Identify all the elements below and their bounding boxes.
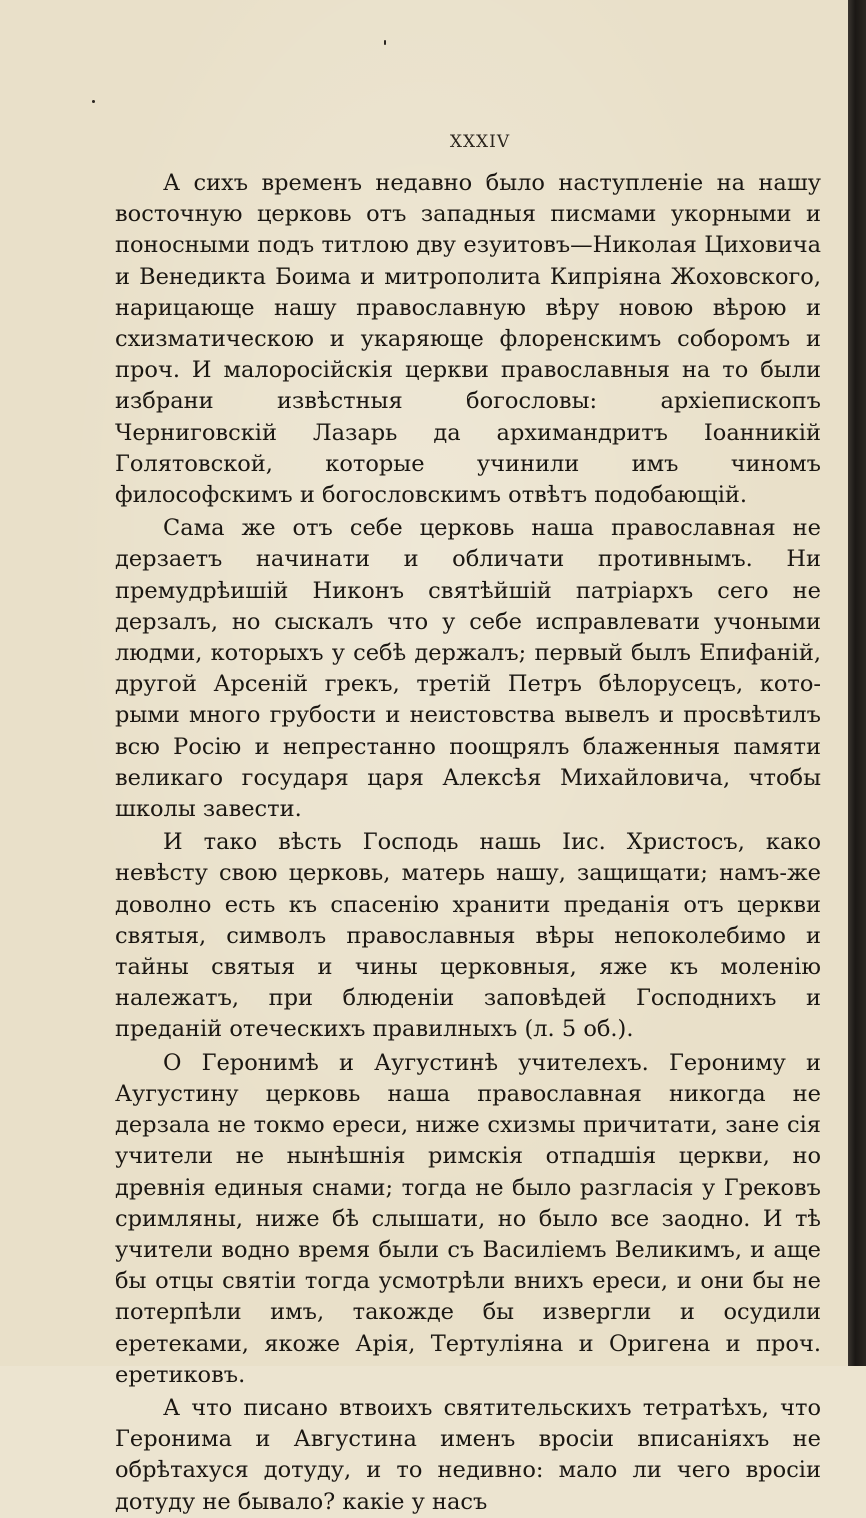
binding-edge bbox=[848, 0, 866, 1366]
paragraph-4: О Геронимѣ и Аугустинѣ учителехъ. Герониму и Аугустину церковь наша православная никогда не дерзала не токмо ереси, ниже схизмы причитати, зане сія учители не нынѣшнія римскія отпадшія церкви, но древнія единыя снами; тогда не было разгласія у Грековъ сримляны, ниже бѣ слышати, но было все заодно. И тѣ учители водно время были съ Василіемъ Великимъ, и аще бы отцы святіи тогда усмотрѣли внихъ ереси, и они бы не потерпѣли имъ, такожде бы извергли и осудили еретеками, якоже Арія, Тертуліяна и Оригена и проч. еретиковъ. bbox=[115, 1049, 821, 1388]
paragraph-1: А сихъ временъ недавно было наступленіе на нашу восточную церковь отъ западныя писмами укорными и поносными подъ титлою дву езуитовъ—Николая Циховича и Венедикта Боима и митрополита Кипріяна Жоховского, нарицающе нашу православную вѣру новою вѣрою и схизматическою и укаряюще флоренскимъ соборомъ и проч. И малоросійскія церкви православныя на то были избрани извѣстныя богословы: архіепископъ Черниговскій Лазарь да архимандритъ Іоанникій Голятовской, которые учинили имъ чиномъ философскимъ и богословскимъ отвѣтъ подобающій. bbox=[115, 170, 821, 509]
page-number: XXXIV bbox=[449, 132, 511, 152]
paragraph-5: А что писано втвоихъ святительскихъ тетратѣхъ, что Геронима и Августина именъ вросіи вписаніяхъ не обрѣтахуся дотуду, и то недивно: мало ли чего вросіи дотуду не бывало? какіе у насъ bbox=[115, 1394, 821, 1515]
paper-speck bbox=[384, 40, 386, 45]
paper-speck bbox=[92, 100, 95, 103]
text-body bbox=[115, 168, 821, 1518]
paragraph-2: Сама же отъ себе церковь наша православная не дерзаетъ начинати и обличати противнымъ. Ни премудрѣишій Никонъ святѣйшій патріархъ сего не дерзалъ, но сыскалъ что у себе исправлевати учоными людми, которыхъ у себѣ держалъ; первый былъ Епифаній, другой Арсеній грекъ, третій Петръ бѣлорусецъ, которыми много грубости и неистовства вывелъ и просвѣтилъ всю Росію и непрестанно поощрялъ блаженныя памяти великаго государя царя Алексѣя Михайловича, чтобы школы завести. bbox=[115, 515, 821, 823]
paragraph-3: И тако вѣсть Господь нашь Іис. Христосъ, како невѣсту свою церковь, матерь нашу, защищати; намъ-же доволно есть къ спасенію хранити преданія отъ церкви святыя, символъ православныя вѣры непоколебимо и тайны святыя и чины церковныя, яже къ моленію належатъ, при блюденіи заповѣдей Господнихъ и преданій отеческихъ правилныхъ (л. 5 об.). bbox=[115, 829, 821, 1043]
